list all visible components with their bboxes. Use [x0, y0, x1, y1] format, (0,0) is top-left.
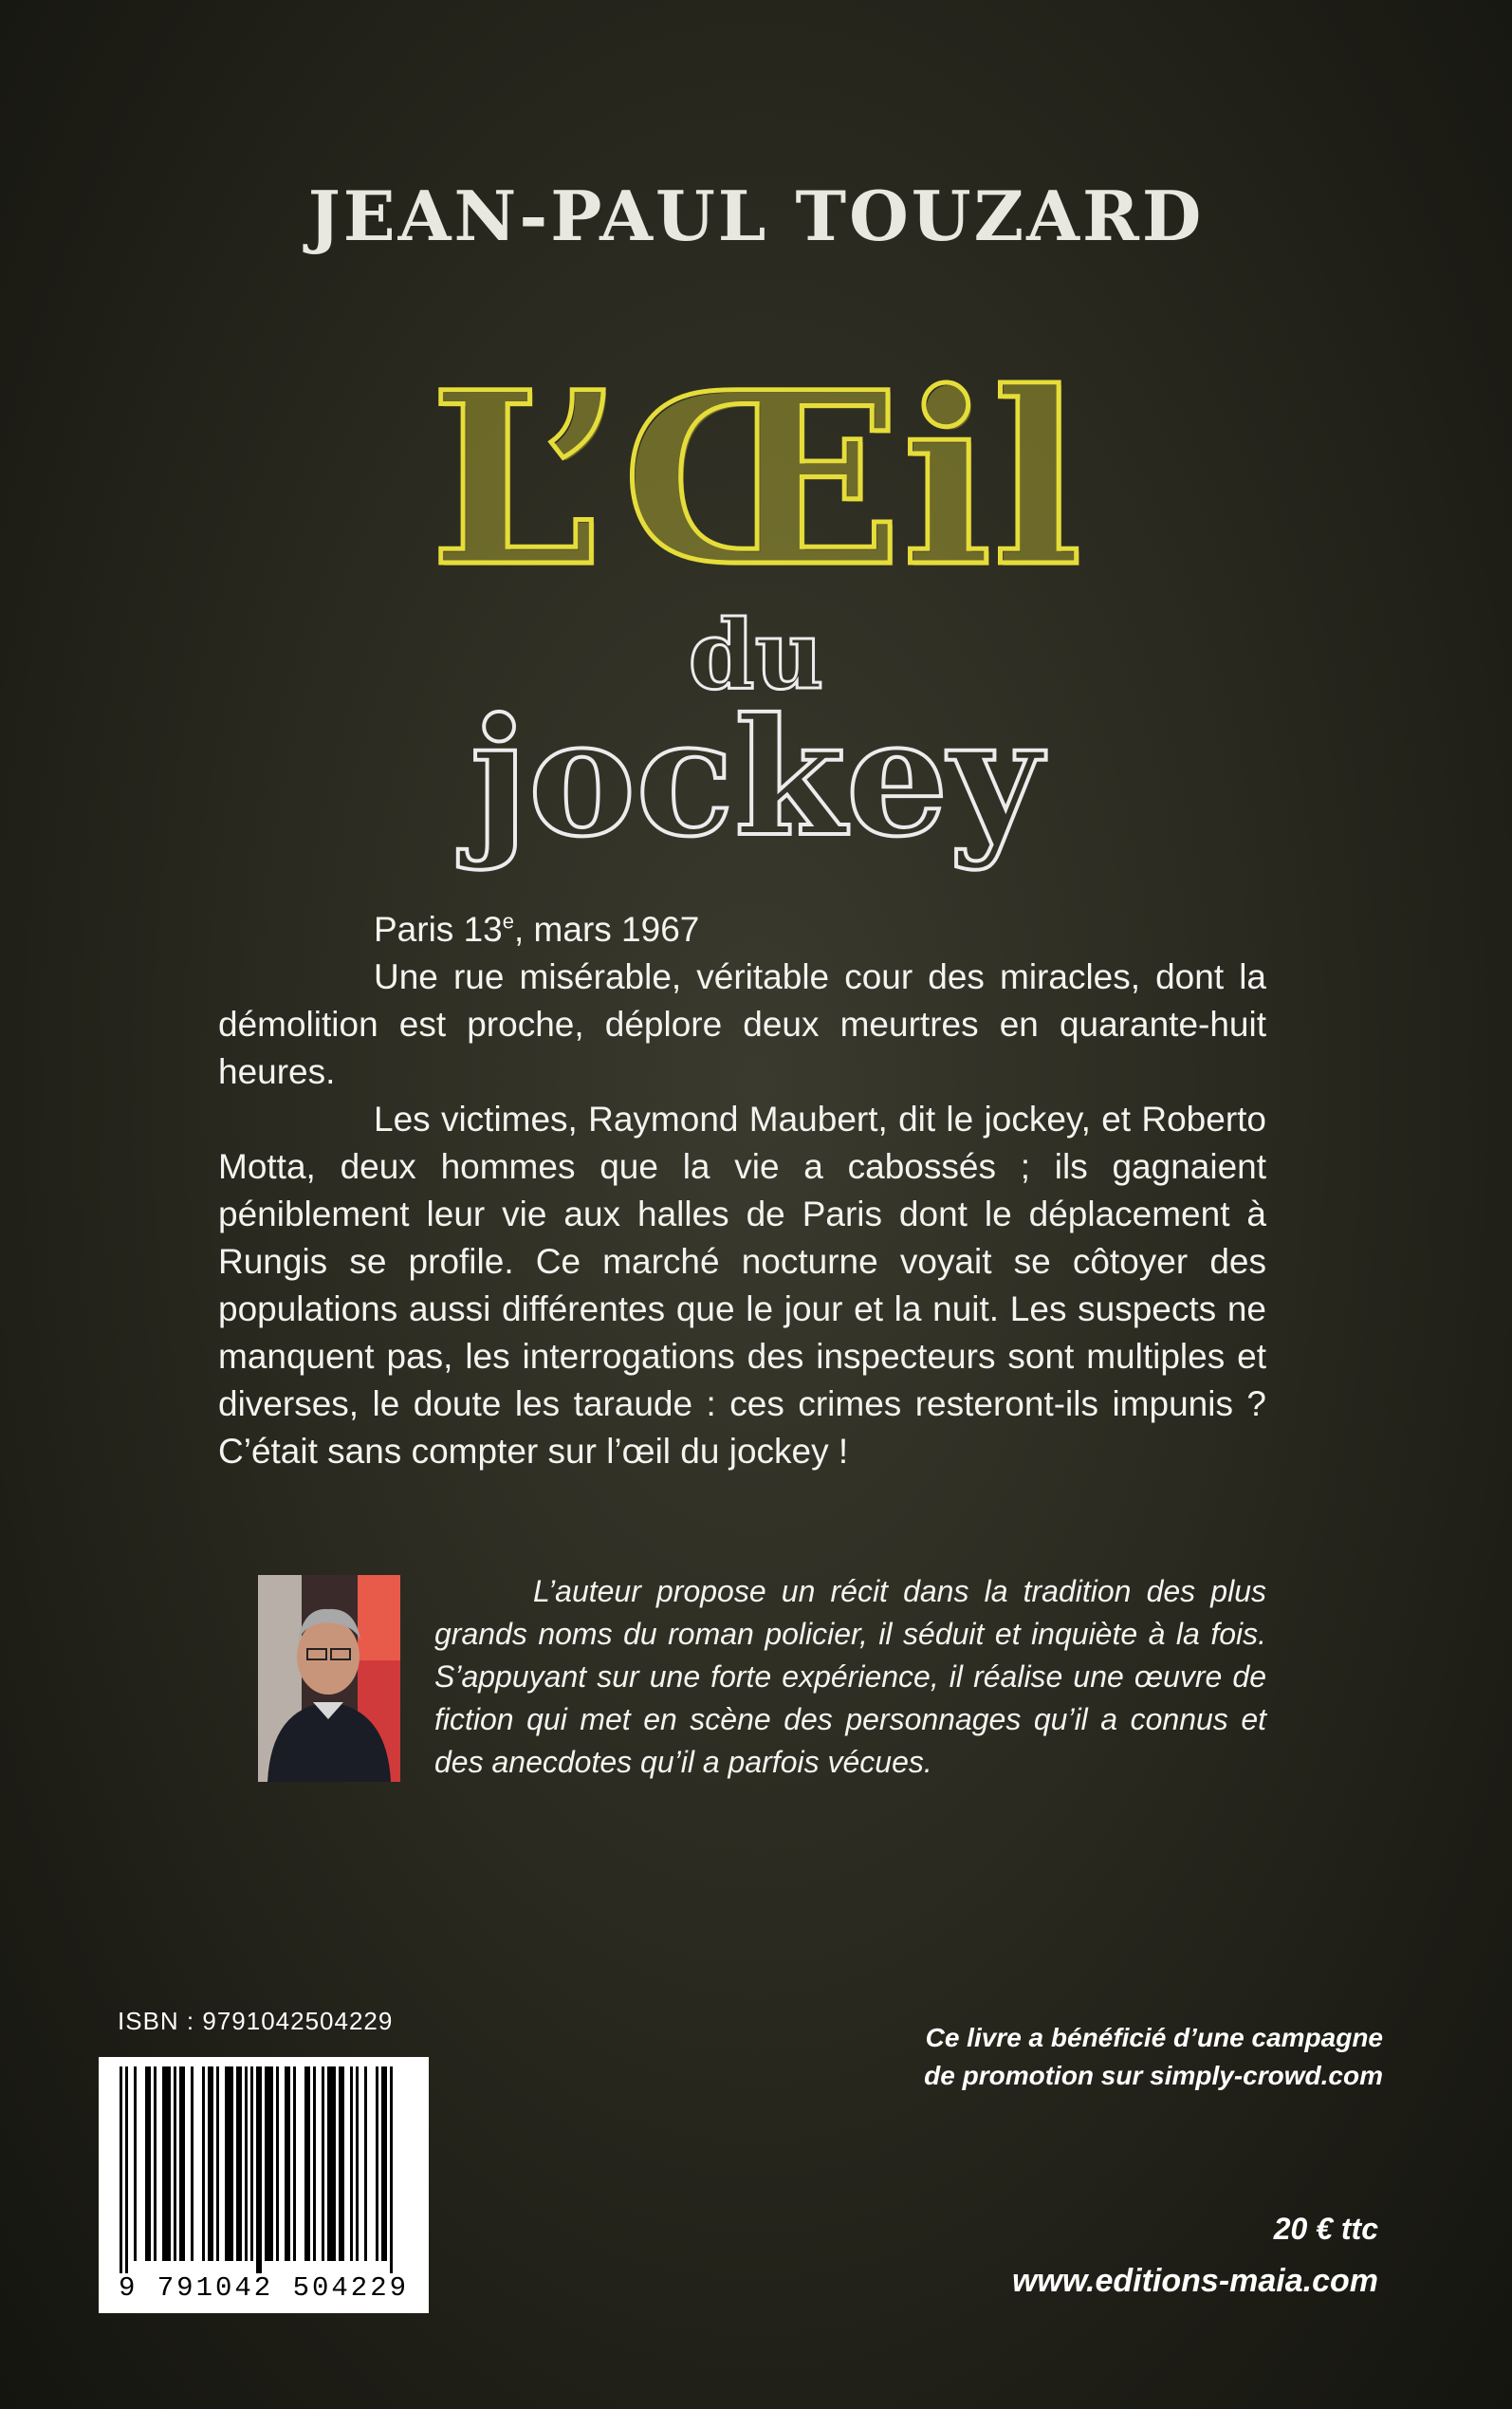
publisher-website: www.editions-maia.com: [1011, 2263, 1378, 2299]
author-bio: L’auteur propose un récit dans la tradition des plus grands noms du roman policier, il séduit et inquiète à la fois. S’appuyant sur une forte expérience, il réalise une œuvre de fiction qui met en scène des personnages qu’il a connus et des anecdotes qu’il a parfois vécues.: [434, 1574, 1266, 1779]
promo-note: [719, 2019, 1383, 2095]
price: 20 € ttc: [1273, 2212, 1378, 2246]
place-suffix: , mars 1967: [513, 910, 700, 949]
blurb-paragraph-1: Une rue misérable, véritable cour des miracles, dont la démolition est proche, déplore deux meurtres en quarante-huit heures.: [218, 957, 1266, 1091]
title-connector: du: [688, 599, 824, 711]
blurb-paragraph-2: Les victimes, Raymond Maubert, dit le jockey, et Roberto Motta, deux hommes que la vie a cabossés ; ils gagnaient péniblement leur vie aux halles de Paris dont le déplacement à Rungis se profile. Ce marché nocturne voyait se côtoyer des populations aussi différentes que le jour et la nuit. Les suspects ne manquent pas, les interrogations des inspecteurs sont multiples et diverses, le doute les taraude : ces crimes resteront-ils impunis ? C’était sans compter sur l’œil du jockey !: [218, 1100, 1266, 1471]
author-name: JEAN-PAUL TOUZARD: [307, 176, 1205, 256]
title-end: jockey: [470, 683, 1042, 873]
author-photo: [258, 1575, 400, 1782]
place-prefix: Paris 13: [374, 910, 503, 949]
barcode-number: 9 791042 504229: [118, 2272, 410, 2304]
promo-line-1: Ce livre a bénéficié d’une campagne: [925, 2023, 1383, 2052]
place-superscript: e: [502, 909, 514, 934]
promo-line-2: de promotion sur simply-crowd.com: [924, 2061, 1383, 2090]
isbn-label: ISBN : 9791042504229: [118, 2007, 394, 2035]
title-main: L’Œil: [430, 340, 1082, 619]
blurb: [218, 906, 1266, 1475]
barcode: [99, 2057, 429, 2313]
blurb-place-date: [374, 906, 1266, 954]
